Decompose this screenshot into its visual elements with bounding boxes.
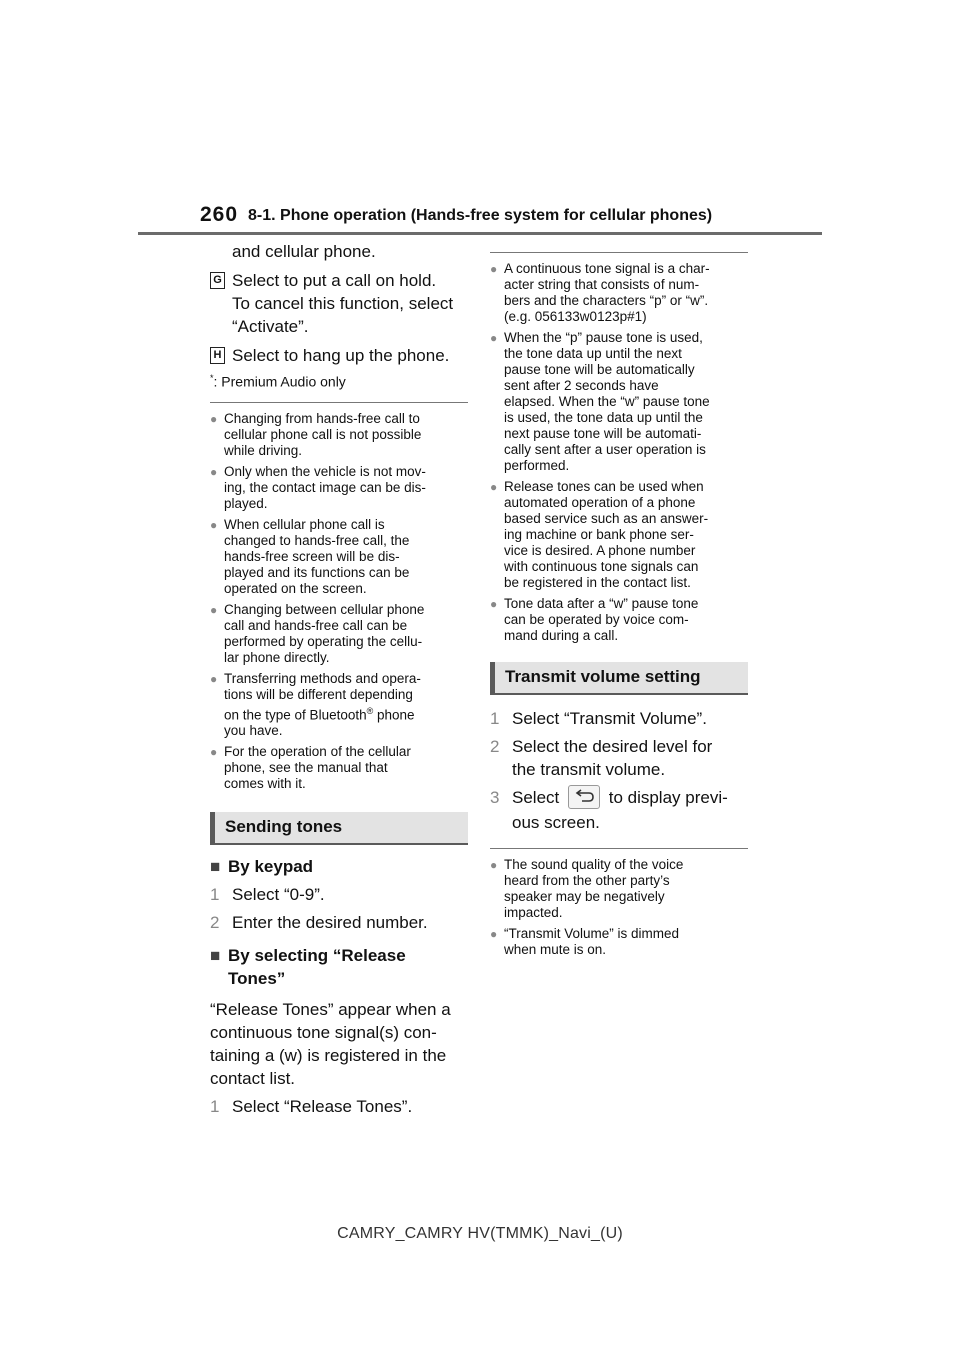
sending-tones-heading: Sending tones: [210, 812, 468, 845]
back-arrow-icon: [568, 785, 600, 809]
bullet-icon: ●: [210, 411, 218, 426]
header-rule: [138, 232, 822, 235]
note-item: ● Release tones can be used when automated operation of a phone based service such as an answer- ing machine or bank phone ser- vice is desired. A phone number with continuous tone signals can be registered in the contact list.: [490, 479, 709, 590]
release-step: 1 Select “Release Tones”.: [210, 1097, 413, 1117]
square-bullet-icon: ■: [210, 946, 221, 966]
bullet-icon: ●: [490, 597, 498, 611]
square-bullet-icon: ■: [210, 857, 221, 877]
bullet-icon: ●: [210, 517, 218, 532]
note-item: ● Changing from hands-free call to cellular phone call is not possible while driving.: [210, 410, 422, 458]
registered-mark: ®: [366, 705, 374, 716]
back-arrow-glyph: [569, 786, 599, 808]
release-tones-paragraph: “Release Tones” appear when a continuous tone signal(s) con- taining a (w) is registered in the contact list.: [210, 1000, 451, 1089]
step-number: 3: [490, 788, 500, 807]
step-number: 1: [210, 1097, 220, 1117]
item-h: [210, 344, 468, 367]
bullet-icon: ●: [210, 745, 218, 760]
left-column: [210, 240, 468, 1118]
letter-g-icon: G: [210, 272, 225, 289]
step-number: 1: [210, 885, 220, 905]
note-item-bluetooth: ● Transferring methods and opera- tions will be different depending on the type of Bluetooth® phone you have.: [210, 670, 421, 739]
right-column: [490, 240, 748, 963]
transmit-step: 1 Select “Transmit Volume”.: [490, 709, 707, 728]
footnote-text: : Premium Audio only: [213, 373, 346, 390]
notes-left: [210, 402, 468, 793]
step-number: 2: [210, 913, 220, 933]
section-title: 8-1. Phone operation (Hands-free system for cellular phones): [248, 207, 713, 224]
bullet-icon: ●: [210, 464, 218, 479]
bullet-icon: ●: [490, 262, 498, 276]
step-number: 2: [490, 737, 500, 756]
by-keypad-heading: ■ By keypad: [210, 857, 314, 877]
bullet-icon: ●: [490, 480, 498, 494]
note-item: ● Tone data after a “w” pause tone can be operated by voice com- mand during a call.: [490, 596, 699, 643]
keypad-step: 2 Enter the desired number.: [210, 913, 428, 933]
note-item: ● When the “p” pause tone is used, the tone data up until the next pause tone will be automatically sent after 2 seconds have elapsed. When the “w” pause tone is used, the tone data up until the next pause tone will be automati- cally sent after a user operation is performed.: [490, 330, 710, 473]
item-g-line2: To cancel this function, select: [232, 294, 454, 313]
transmit-step: 2 Select the desired level for the transmit volume.: [490, 737, 713, 779]
release-tones-heading: ■ By selecting “Release Tones”: [210, 946, 406, 989]
transmit-step-back: 3 Select to display previ- ous screen.: [490, 786, 748, 834]
page-number: 260: [200, 203, 239, 226]
keypad-step: 1 Select “0-9”.: [210, 885, 325, 905]
notes-right-2: [490, 848, 748, 958]
bullet-icon: ●: [210, 602, 218, 617]
letter-h-icon: H: [210, 347, 225, 364]
note-item: ● When cellular phone call is changed to hands-free call, the hands-free screen will be dis- played and its functions can be operated on the screen.: [210, 516, 410, 596]
item-g: [210, 269, 468, 338]
bullet-icon: ●: [490, 331, 498, 345]
bullet-icon: ●: [490, 926, 498, 941]
item-h-text: Select to hang up the phone.: [232, 346, 450, 365]
step-number: 1: [490, 709, 500, 728]
transmit-volume-heading: Transmit volume setting: [490, 662, 748, 695]
footnote: [210, 373, 468, 390]
note-item: ● For the operation of the cellular phone, see the manual that comes with it.: [210, 744, 411, 792]
note-item: ● The sound quality of the voice heard from the other party’s speaker may be negatively impacted.: [490, 856, 684, 920]
continued-line: and cellular phone.: [232, 242, 376, 261]
note-item: ● Only when the vehicle is not mov- ing, the contact image can be dis- played.: [210, 463, 426, 511]
bullet-icon: ●: [210, 671, 218, 686]
footnote-mark: *: [210, 373, 214, 383]
item-g-line3: “Activate”.: [232, 317, 309, 336]
note-item: ● A continuous tone signal is a char- acter string that consists of num- bers and the characters “p” or “w”. (e.g. 056133w0123p#1): [490, 261, 710, 324]
notes-right: [490, 252, 748, 644]
item-g-line1: Select to put a call on hold.: [232, 271, 437, 290]
bullet-icon: ●: [490, 857, 498, 872]
footer-model-code: CAMRY_CAMRY HV(TMMK)_Navi_(U): [337, 1225, 623, 1242]
note-item: ● Changing between cellular phone call and hands-free call can be performed by operating the cellu- lar phone directly.: [210, 601, 425, 665]
note-item: ● “Transmit Volume” is dimmed when mute is on.: [490, 925, 680, 957]
